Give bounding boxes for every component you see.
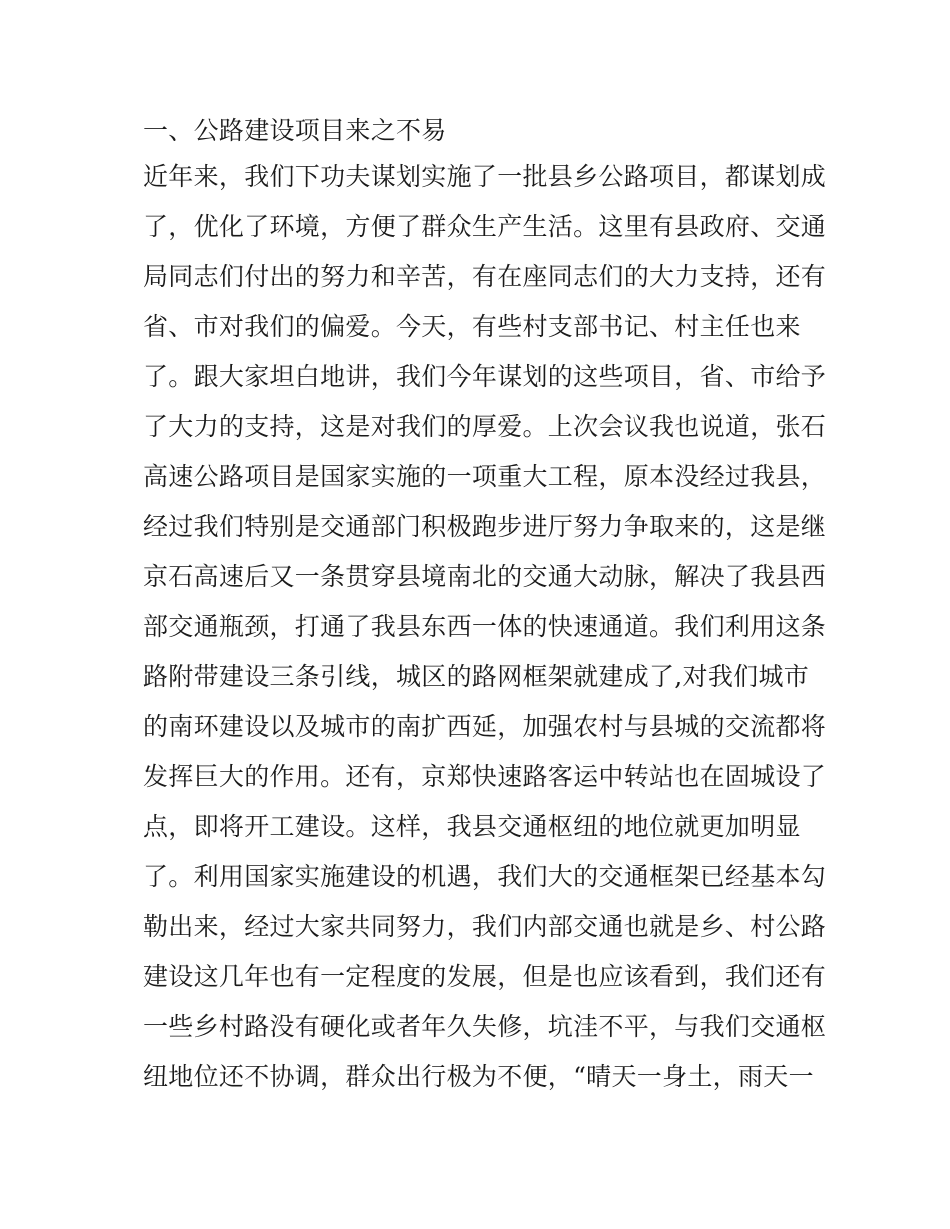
section-heading: 一、公路建设项目来之不易 [143, 116, 447, 145]
paragraph-line: 发挥巨大的作用。还有，京郑快速路客运中转站也在固城设了 [143, 762, 827, 791]
paragraph-line: 了。跟大家坦白地讲，我们今年谋划的这些项目，省、市给予 [143, 362, 827, 391]
paragraph-line: 了。利用国家实施建设的机遇，我们大的交通框架已经基本勾 [143, 862, 827, 891]
paragraph-line: 高速公路项目是国家实施的一项重大工程，原本没经过我县， [143, 462, 827, 491]
paragraph-line: 省、市对我们的偏爱。今天，有些村支部书记、村主任也来 [143, 312, 801, 341]
paragraph-line: 了，优化了环境，方便了群众生产生活。这里有县政府、交通 [143, 212, 827, 241]
paragraph-line: 路附带建设三条引线，城区的路网框架就建成了,对我们城市 [143, 662, 810, 691]
paragraph-line: 的南环建设以及城市的南扩西延，加强农村与县城的交流都将 [143, 712, 827, 741]
paragraph-line: 点，即将开工建设。这样，我县交通枢纽的地位就更加明显 [143, 812, 801, 841]
paragraph-line: 近年来，我们下功夫谋划实施了一批县乡公路项目，都谋划成 [143, 162, 827, 191]
paragraph-line: 建设这几年也有一定程度的发展，但是也应该看到，我们还有 [143, 962, 827, 991]
paragraph-line: 京石高速后又一条贯穿县境南北的交通大动脉，解决了我县西 [143, 562, 827, 591]
paragraph-line: 纽地位还不协调，群众出行极为不便，“晴天一身土，雨天一 [143, 1062, 814, 1091]
paragraph-line: 了大力的支持，这是对我们的厚爱。上次会议我也说道，张石 [143, 412, 827, 441]
paragraph-line: 部交通瓶颈，打通了我县东西一体的快速通道。我们利用这条 [143, 612, 827, 641]
paragraph-line: 经过我们特别是交通部门积极跑步进厅努力争取来的，这是继 [143, 512, 827, 541]
paragraph-line: 局同志们付出的努力和辛苦，有在座同志们的大力支持，还有 [143, 262, 827, 291]
paragraph-line: 一些乡村路没有硬化或者年久失修，坑洼不平，与我们交通枢 [143, 1012, 827, 1041]
document-body [143, 110, 827, 1102]
paragraph-line: 勒出来，经过大家共同努力，我们内部交通也就是乡、村公路 [143, 912, 827, 941]
